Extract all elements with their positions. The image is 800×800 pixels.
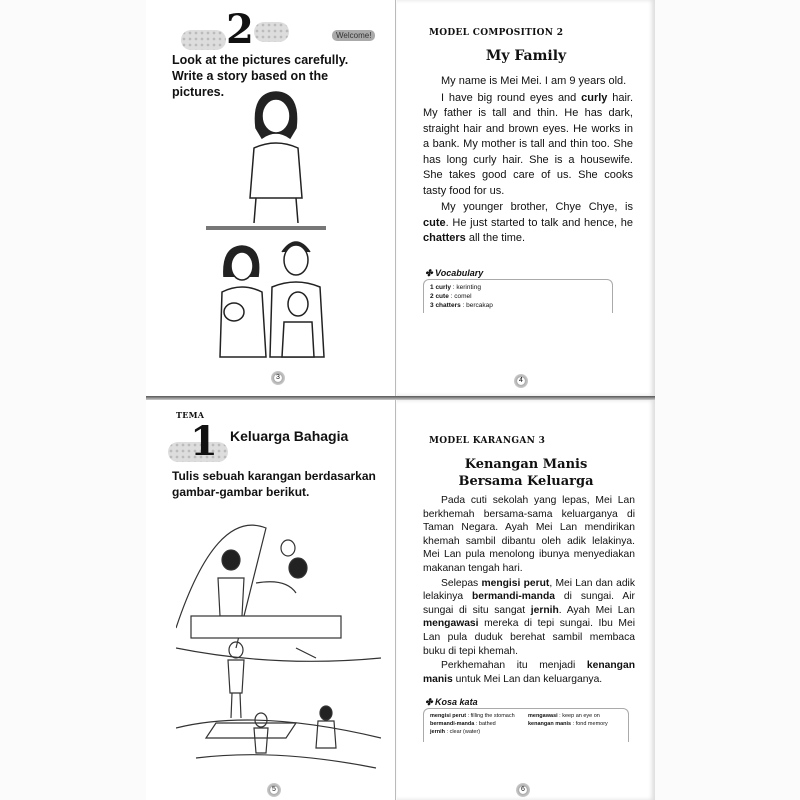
vocab-meaning: fond memory [575, 721, 608, 728]
vocabulary-item: kenangan manis : fond memory [528, 721, 608, 728]
paragraph [423, 659, 635, 686]
vocab-meaning: bathed [478, 721, 496, 728]
cloud-decoration [254, 22, 289, 42]
vocab-word: mengawasi [528, 713, 558, 720]
text-run: untuk Mei Lan dan keluarganya. [452, 673, 603, 685]
vocab-number: 2 [430, 292, 434, 300]
page-bottom-left [146, 400, 396, 800]
vocabulary-item: mengawasi : keep an eye on [528, 713, 600, 720]
page-number: 5 [266, 782, 282, 798]
vocab-highlight: bermandi-manda [472, 591, 555, 603]
vocab-meaning: kerinting [456, 283, 481, 291]
text-run: mereka di tepi sungai. Ibu Mei Lan pula duduk berehat sambil membaca buku di tepi khemah. [423, 618, 635, 657]
text-run: I have big round eyes and [441, 91, 582, 104]
text-run: My younger brother, Chye Chye, is [441, 201, 633, 213]
vocab-word: curly [435, 283, 451, 291]
vocab-highlight: cute [423, 216, 446, 229]
vocab-meaning: clear (water) [449, 729, 481, 736]
instruction-text: Look at the pictures carefully. Write a story based on the pictures. [172, 53, 349, 99]
composition-body [423, 74, 633, 248]
composition-body [423, 494, 635, 687]
vocabulary-heading: ✤ Vocabulary [425, 267, 484, 278]
composition-content [423, 494, 635, 742]
vocab-meaning: keep an eye on [562, 713, 600, 720]
vocab-highlight: chatters [423, 232, 466, 244]
illustration-girl [236, 88, 316, 223]
vocab-highlight: kenangan manis [423, 660, 635, 685]
vocabulary-item: 1 curly : kerinting [430, 283, 481, 291]
section-heading: MODEL COMPOSITION 2 [429, 28, 564, 38]
page-bottom-right [397, 400, 655, 800]
composition-title [397, 456, 655, 490]
vocab-word: cute [435, 292, 449, 300]
picture-divider [206, 226, 326, 230]
text-run: . Ayah Mei Lan [558, 604, 635, 616]
text-run: Selepas [441, 577, 482, 589]
text-run: , Mei Lan dan adik lelakinya [423, 577, 635, 603]
paragraph [423, 577, 635, 659]
vocab-number: 1 [430, 283, 434, 291]
vocab-word: chatters [435, 301, 461, 309]
tema-label: TEMA [176, 410, 205, 420]
vocab-highlight: curly [581, 91, 608, 104]
paragraph [423, 200, 633, 247]
vocab-meaning: bercakap [466, 301, 493, 309]
vocab-meaning: filling the stomach [470, 713, 515, 720]
title-line-2: Bersama Keluarga [458, 474, 594, 489]
text-run: hair. My father is tall and thin. He has dark, straight hair and brown eyes. He works in a bank. My mother is tall and thin too. She has long curly hair. She is a housewife. She takes good care of us. She cooks tasty food for us. [423, 91, 633, 197]
illustration-family [216, 232, 336, 362]
cloud-decoration [181, 30, 226, 50]
vocabulary-heading: ✤ Kosa kata [425, 697, 478, 708]
vocabulary-heading-text: Vocabulary [435, 267, 484, 278]
text-run: all the time. [465, 232, 526, 244]
vocabulary-item: 3 chatters : bercakap [430, 301, 493, 309]
vocabulary-item: 2 cute : comel [430, 292, 472, 300]
lesson-number: 2 [226, 6, 254, 53]
tema-number: 1 [190, 418, 218, 465]
welcome-tag: Welcome! [332, 30, 375, 41]
instruction-text: Tulis sebuah karangan berdasarkan gambar-gambar berikut. [172, 469, 376, 499]
vocabulary-item: bermandi-manda : bathed [430, 721, 496, 728]
paragraph [423, 91, 633, 200]
vocab-word: jernih [430, 729, 445, 736]
text-run: di sungai. Air sungai di situ sangat [423, 591, 635, 616]
composition-content [423, 74, 633, 313]
text-run: My name is Mei Mei. I am 9 years old. [441, 75, 627, 87]
vocab-word: bermandi-manda [430, 721, 475, 728]
vocab-word: kenangan manis [528, 721, 572, 728]
illustration-camping [176, 508, 381, 778]
vocab-highlight: jernih [530, 604, 559, 616]
page-number: 6 [515, 782, 531, 798]
page-number: 3 [270, 370, 286, 386]
paragraph [423, 74, 633, 90]
vocab-highlight: mengisi perut [481, 577, 550, 589]
title-line-1: Kenangan Manis [464, 457, 588, 472]
section-heading: MODEL KARANGAN 3 [429, 436, 546, 446]
vocabulary-item: jernih : clear (water) [430, 729, 481, 736]
text-run: Perkhemahan itu menjadi [441, 660, 587, 672]
page-number: 4 [513, 373, 529, 389]
text-run: Pada cuti sekolah yang lepas, Mei Lan berkhemah bersama-sama keluarganya di Taman Negara. Ayah Mei Lan mendirikan khemah sambil dibantu oleh adik lelakinya. Mei Lan pula menolong ibunya menyediakan makanan tengah hari. [423, 495, 635, 574]
composition-title: My Family [485, 48, 567, 64]
vocabulary-box [423, 279, 613, 313]
vocab-number: 3 [430, 301, 434, 309]
vocab-word: mengisi perut [430, 713, 467, 720]
theme-title: Keluarga Bahagia [230, 428, 349, 444]
text-run: . He just started to talk and hence, he [445, 216, 633, 229]
vocabulary-heading-text: Kosa kata [435, 697, 478, 708]
paragraph [423, 494, 635, 576]
page-top-right [397, 0, 655, 396]
page-top-left [146, 0, 396, 396]
vocabulary-box [423, 708, 629, 742]
vocab-highlight: mengawasi [423, 618, 479, 630]
vocab-meaning: comel [454, 292, 472, 300]
vocabulary-item: mengisi perut : filling the stomach [430, 713, 515, 720]
